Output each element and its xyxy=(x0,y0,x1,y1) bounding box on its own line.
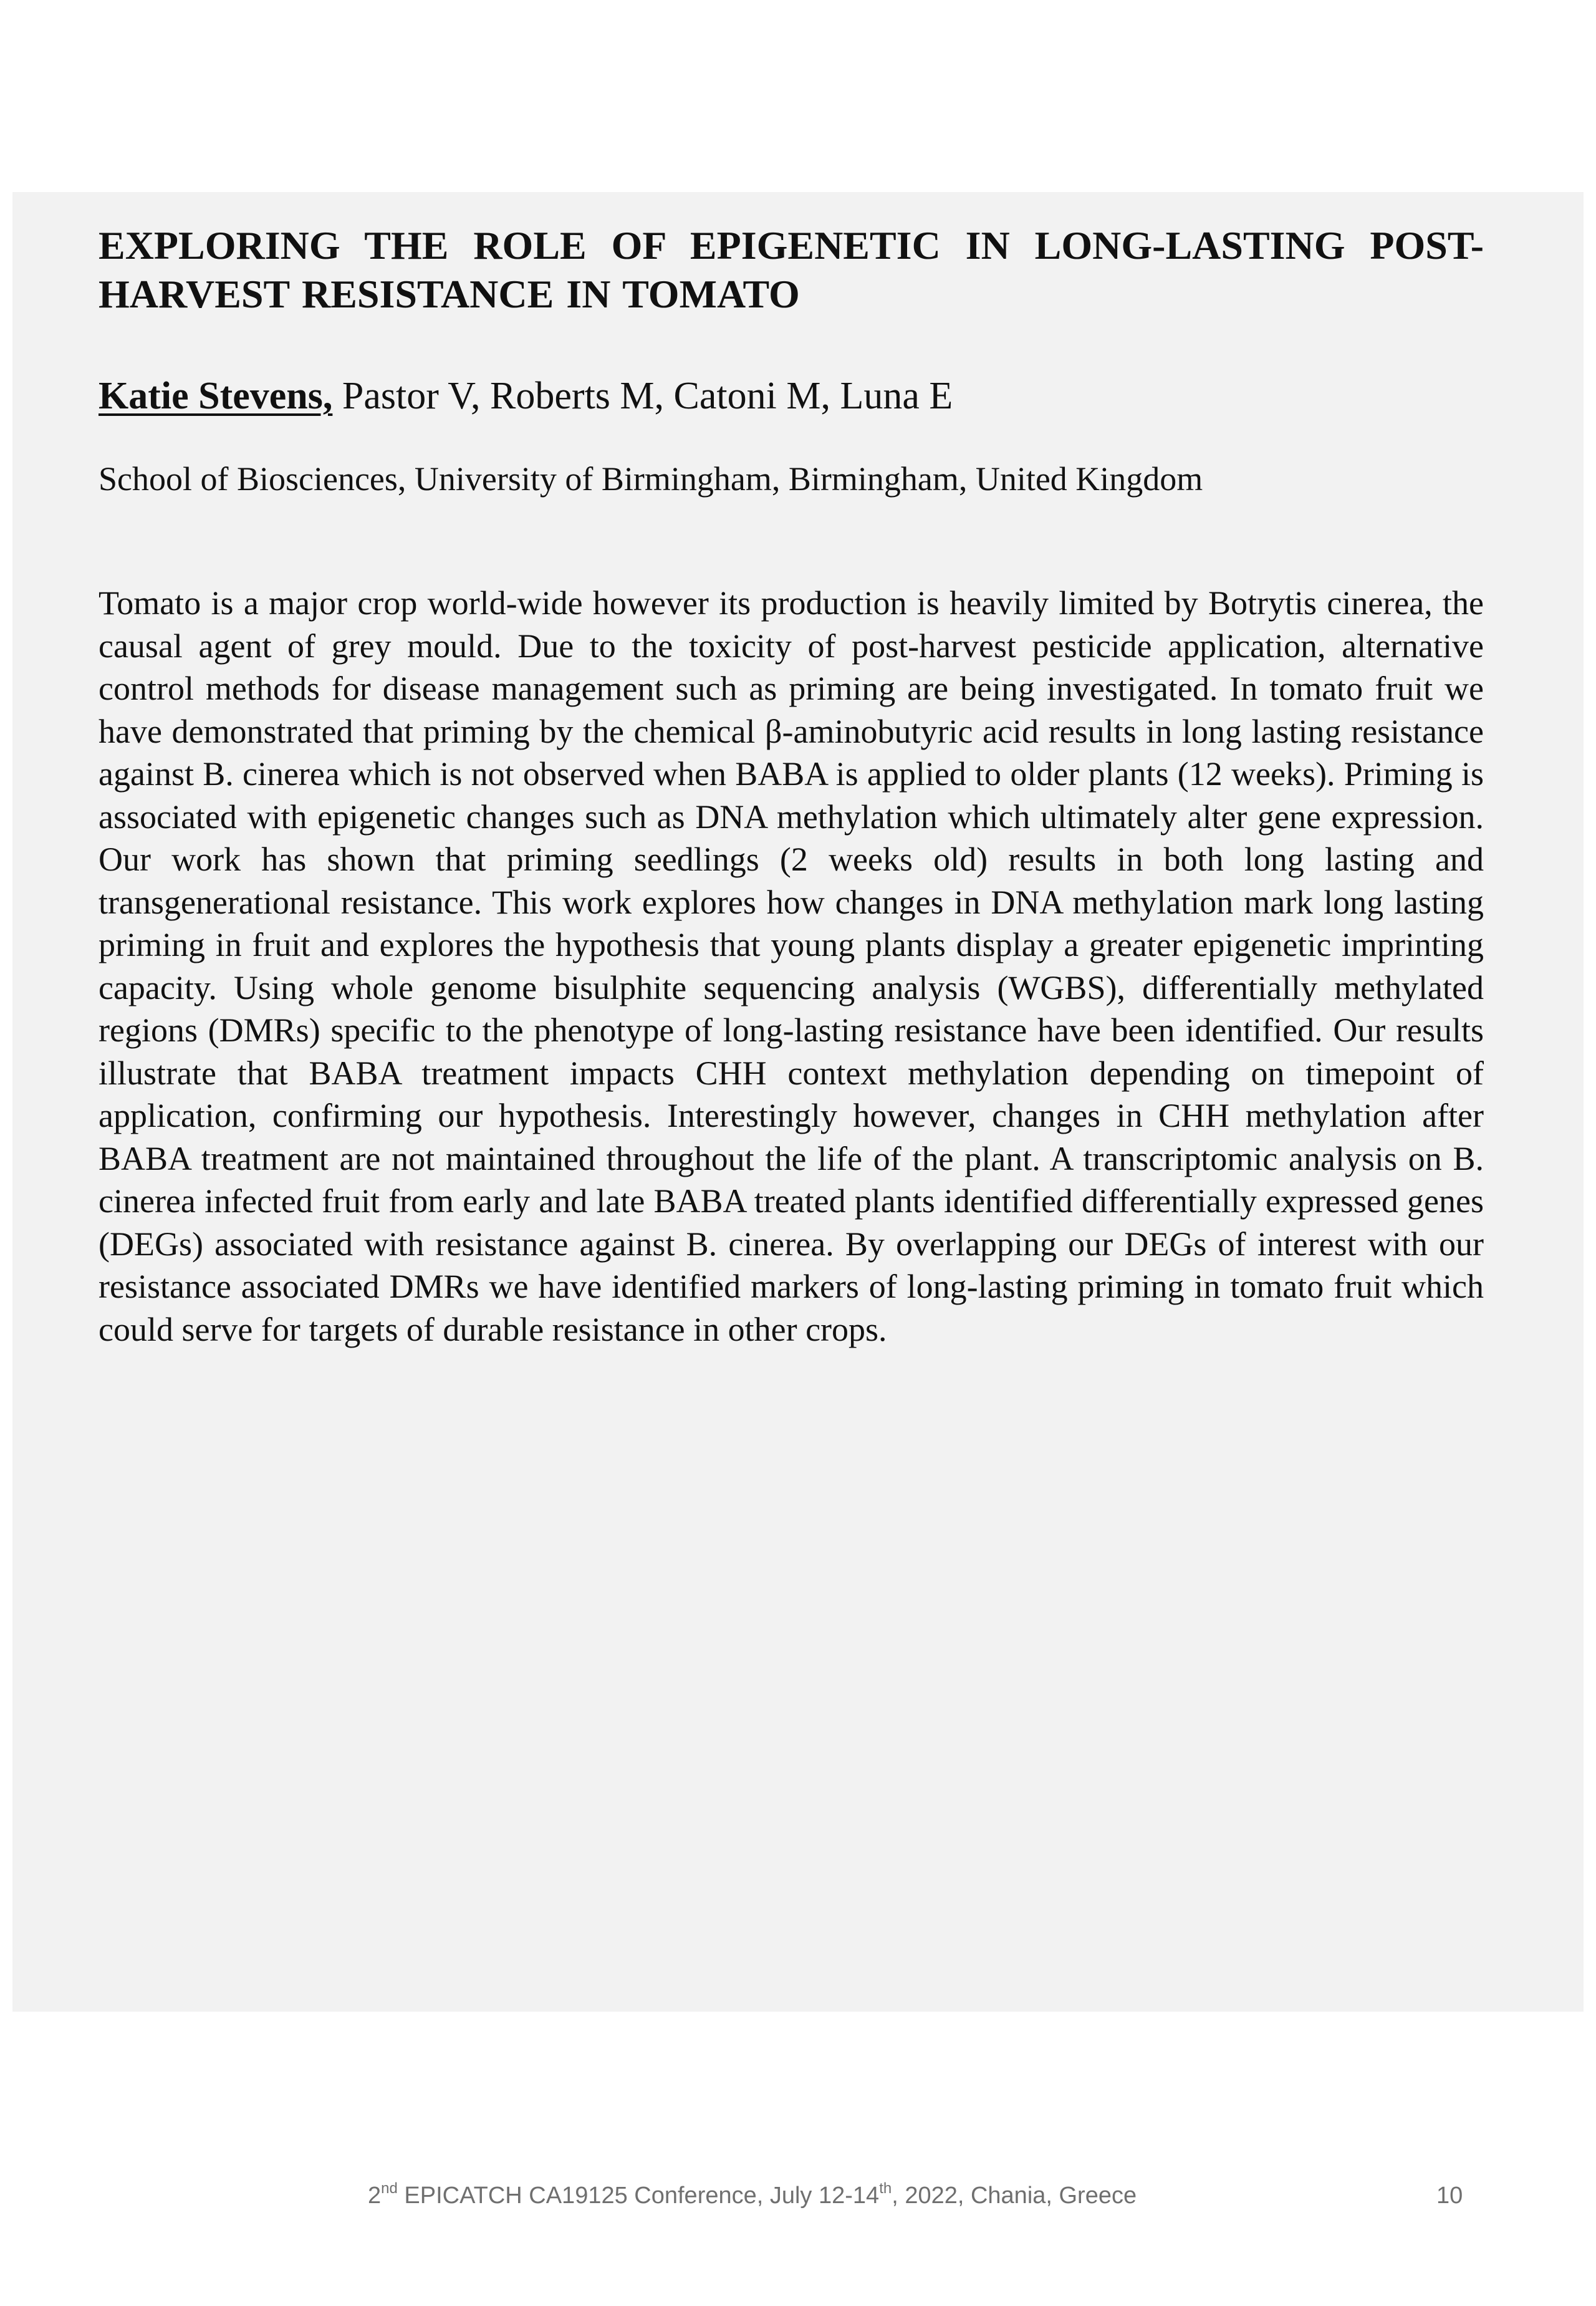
edition-number: 2 xyxy=(368,2183,382,2209)
abstract-content xyxy=(99,221,1484,1351)
abstract-body: Tomato is a major crop world-wide however its production is heavily limited by Botrytis cinerea, the causal agent of grey mould. Due to the toxicity of post-harvest pesticide application, alternative control methods for disease management such as priming are being investigated. In tomato fruit we have demonstrated that priming by the chemical β-aminobutyric acid results in long lasting resistance against B. cinerea which is not observed when BABA is applied to older plants (12 weeks). Priming is associated with epigenetic changes such as DNA methylation which ultimately alter gene expression. Our work has shown that priming seedlings (2 weeks old) results in both long lasting and transgenerational resistance. This work explores how changes in DNA methylation mark long lasting priming in fruit and explores the hypothesis that young plants display a greater epigenetic imprinting capacity. Using whole genome bisulphite sequencing analysis (WGBS), differentially methylated regions (DMRs) specific to the phenotype of long-lasting resistance have been identified. Our results illustrate that BABA treatment impacts CHH context methylation depending on timepoint of application, confirming our hypothesis. Interestingly however, changes in CHH methylation after BABA treatment are not maintained throughout the life of the plant. A transcriptomic analysis on B. cinerea infected fruit from early and late BABA treated plants identified differentially expressed genes (DEGs) associated with resistance against B. cinerea. By overlapping our DEGs of interest with our resistance associated DMRs we have identified markers of long-lasting priming in tomato fruit which could serve for targets of durable resistance in other crops. xyxy=(99,584,1484,1348)
edition-suffix: nd xyxy=(381,2180,398,2197)
presenting-author: Katie Stevens, xyxy=(99,375,333,417)
page-number: 10 xyxy=(1436,2183,1463,2209)
author-list xyxy=(99,372,1484,420)
co-authors: Pastor V, Roberts M, Catoni M, Luna E xyxy=(332,375,953,417)
abstract-title: EXPLORING THE ROLE OF EPIGENETIC IN LONG-LASTING POST-HARVEST RESISTANCE IN TOMATO xyxy=(99,223,1484,316)
conference-date-location: , 2022, Chania, Greece xyxy=(892,2183,1137,2209)
conference-name: EPICATCH CA19125 Conference, July 12-14 xyxy=(397,2183,880,2209)
conference-info xyxy=(368,2180,1137,2209)
affiliation: School of Biosciences, University of Birmingham, Birmingham, United Kingdom xyxy=(99,460,1203,498)
date-suffix: th xyxy=(879,2180,892,2197)
page-footer xyxy=(0,2180,1596,2220)
